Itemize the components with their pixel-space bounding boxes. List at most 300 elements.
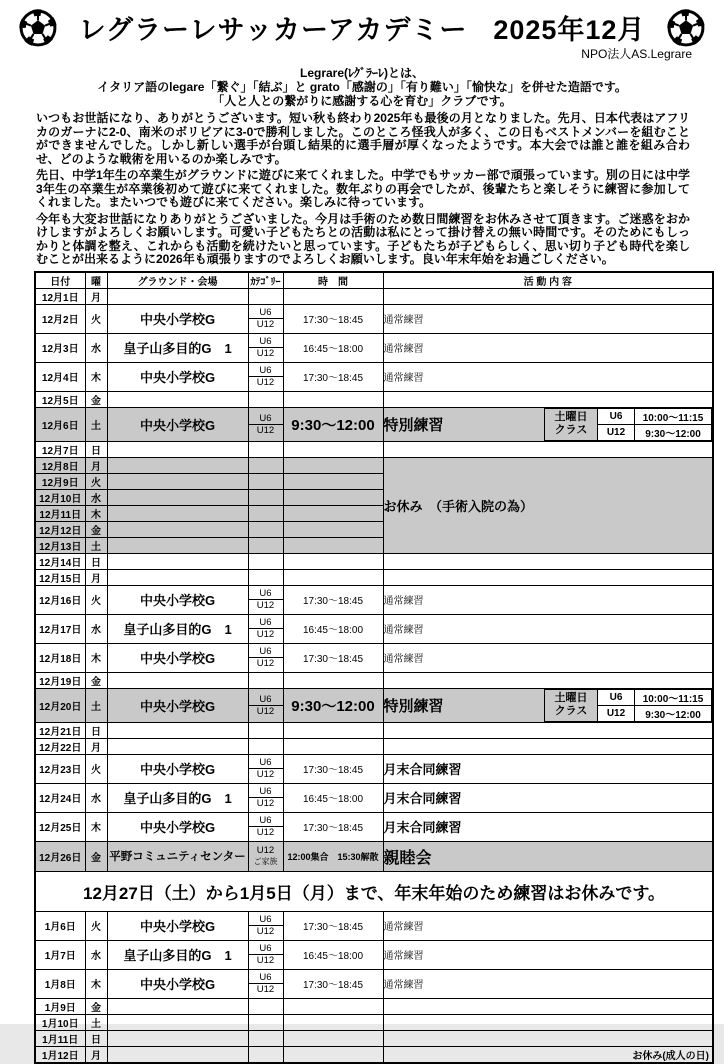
table-row	[35, 911, 713, 940]
cell-ground	[107, 441, 248, 457]
table-row	[35, 457, 713, 473]
cell-time	[283, 1046, 383, 1063]
cell-date: 12月5日	[35, 391, 85, 407]
cell-ground	[107, 1030, 248, 1046]
cell-time: 12:00集合 15:30解散	[283, 841, 383, 871]
cell-category	[248, 643, 283, 672]
saturday-time: 9:30～12:00	[635, 705, 712, 721]
table-row	[35, 688, 713, 722]
cell-ground	[107, 1046, 248, 1063]
cell-date: 12月20日	[35, 688, 85, 722]
cell-activity	[383, 304, 713, 333]
cell-time: 16:45～18:00	[283, 614, 383, 643]
category-label: U12	[256, 845, 275, 856]
cell-time	[283, 672, 383, 688]
cell-date: 12月14日	[35, 553, 85, 569]
table-row	[35, 783, 713, 812]
saturday-time: 10:00～11:15	[635, 689, 712, 705]
table-row	[35, 969, 713, 998]
cell-category	[248, 362, 283, 391]
cell-day: 土	[85, 537, 107, 553]
category-label: U12	[256, 798, 275, 809]
table-row	[35, 407, 713, 441]
cell-time: 9:30～12:00	[283, 407, 383, 441]
cell-date: 1月11日	[35, 1030, 85, 1046]
cell-date: 12月1日	[35, 288, 85, 304]
cell-day: 土	[85, 1014, 107, 1030]
cell-date: 12月10日	[35, 489, 85, 505]
cell-date: 12月19日	[35, 672, 85, 688]
category-label: U12	[256, 424, 275, 436]
activity-label: 通常練習	[383, 595, 424, 607]
activity-label: 月末合同練習	[383, 819, 462, 835]
cell-time	[283, 1030, 383, 1046]
table-row	[35, 722, 713, 738]
cell-day: 日	[85, 1030, 107, 1046]
club-description-line: イタリア語のlegare「繋ぐ」「結ぶ」と grato「感謝の」「有り難い」「愉快な」を併せた造語です。	[97, 80, 627, 94]
cell-ground	[107, 457, 248, 473]
category-label: U12	[256, 629, 275, 640]
table-row	[35, 553, 713, 569]
cell-activity: お休み(成人の日)	[383, 1046, 713, 1063]
cell-date: 12月13日	[35, 537, 85, 553]
cell-time	[283, 391, 383, 407]
saturday-category: U12	[598, 705, 635, 721]
cell-activity	[383, 672, 713, 688]
soccer-ball-icon	[19, 9, 57, 47]
category-label: U12	[256, 705, 275, 717]
cell-ground: 中央小学校G	[107, 911, 248, 940]
activity-label: 通常練習	[383, 921, 424, 933]
cell-activity	[383, 841, 713, 871]
category-label: U12	[256, 348, 275, 359]
activity-label: 特別練習	[383, 697, 444, 715]
cell-ground: 皇子山多目的G 1	[107, 783, 248, 812]
page-title-month: 2025年12月	[493, 15, 646, 45]
cell-category	[248, 457, 283, 473]
cell-ground: 中央小学校G	[107, 688, 248, 722]
greeting-paragraphs	[0, 108, 724, 267]
cell-time: 17:30～18:45	[283, 911, 383, 940]
column-header-time: 時 間	[283, 272, 383, 289]
cell-ground	[107, 391, 248, 407]
table-row	[35, 614, 713, 643]
table-row	[35, 998, 713, 1014]
cell-ground: 中央小学校G	[107, 754, 248, 783]
activity-label: 通常練習	[383, 372, 424, 384]
cell-time	[283, 1014, 383, 1030]
cell-time	[283, 738, 383, 754]
cell-time	[283, 722, 383, 738]
cell-category	[248, 722, 283, 738]
activity-label: 通常練習	[383, 624, 424, 636]
category-label: U6	[249, 694, 283, 706]
cell-time: 17:30～18:45	[283, 812, 383, 841]
cell-time	[283, 441, 383, 457]
activity-label: 特別練習	[383, 416, 444, 434]
soccer-ball-icon	[667, 9, 705, 47]
cell-time	[283, 457, 383, 473]
category-label: U6	[249, 914, 283, 926]
table-row	[35, 333, 713, 362]
cell-ground: 皇子山多目的G 1	[107, 940, 248, 969]
category-label: U6	[249, 972, 283, 984]
cell-date: 12月11日	[35, 505, 85, 521]
saturday-time: 9:30～12:00	[635, 424, 712, 440]
cell-activity	[383, 940, 713, 969]
cell-ground	[107, 288, 248, 304]
activity-label: 親睦会	[383, 849, 432, 867]
cell-activity	[383, 441, 713, 457]
cell-date: 12月4日	[35, 362, 85, 391]
activity-label: 通常練習	[383, 343, 424, 355]
cell-date: 12月21日	[35, 722, 85, 738]
cell-date: 12月2日	[35, 304, 85, 333]
cell-date: 12月23日	[35, 754, 85, 783]
cell-time: 9:30～12:00	[283, 688, 383, 722]
cell-activity	[383, 688, 713, 722]
table-row	[35, 569, 713, 585]
cell-day: 土	[85, 688, 107, 722]
category-label: U12	[256, 769, 275, 780]
cell-category	[248, 1014, 283, 1030]
cell-date: 1月6日	[35, 911, 85, 940]
cell-category	[248, 1046, 283, 1063]
cell-day: 月	[85, 1046, 107, 1063]
cell-activity	[383, 969, 713, 998]
cell-day: 火	[85, 754, 107, 783]
saturday-class-table	[544, 689, 712, 722]
cell-time	[283, 521, 383, 537]
cell-day: 水	[85, 783, 107, 812]
paragraph-year-end-thanks: 今年も大変お世話になりありがとうございました。今月は手術のため数日間練習をお休みさせて頂きます。ご迷惑をおかけしますがよろしくお願いします。可愛い子どもたちとの活動は私にとって掛け替えの無い時間です。そのためにもしっかりと体調を整え、これからも活動を続けたいと思っています。子どもたちが子どもらしく、思い切り子ども時代を楽しむことが出来るように2026年も頑張りますのでよろしくお願いします。良い年末年始をお過ごしください。	[36, 211, 690, 266]
table-row	[35, 940, 713, 969]
organization-name: NPO法人AS.Legrare	[581, 47, 692, 61]
column-header-category: ｶﾃｺﾞﾘｰ	[248, 272, 283, 289]
cell-day: 木	[85, 362, 107, 391]
category-label: U6	[249, 646, 283, 658]
cell-day: 火	[85, 304, 107, 333]
cell-date: 1月8日	[35, 969, 85, 998]
cell-day: 木	[85, 643, 107, 672]
cell-activity	[383, 722, 713, 738]
cell-date: 12月18日	[35, 643, 85, 672]
cell-category	[248, 754, 283, 783]
cell-day: 金	[85, 672, 107, 688]
saturday-class-table	[544, 408, 712, 441]
cell-date: 12月7日	[35, 441, 85, 457]
table-row	[35, 1030, 713, 1046]
category-label: U6	[249, 757, 283, 769]
cell-category	[248, 537, 283, 553]
cell-day: 月	[85, 569, 107, 585]
table-row	[35, 672, 713, 688]
cell-category	[248, 783, 283, 812]
cell-date: 1月7日	[35, 940, 85, 969]
cell-category	[248, 1030, 283, 1046]
cell-activity	[383, 1014, 713, 1030]
cell-date: 1月12日	[35, 1046, 85, 1063]
cell-ground	[107, 672, 248, 688]
cell-date: 12月24日	[35, 783, 85, 812]
cell-day: 火	[85, 911, 107, 940]
cell-ground: 中央小学校G	[107, 969, 248, 998]
table-row	[35, 362, 713, 391]
cell-time: 16:45～18:00	[283, 940, 383, 969]
cell-category	[248, 391, 283, 407]
cell-ground	[107, 998, 248, 1014]
activity-label: 通常練習	[383, 653, 424, 665]
paragraph-alumni-visit: 先日、中学1年生の卒業生がグラウンドに遊びに来てくれました。中学でもサッカー部で頑張っています。別の日には中学3年生の卒業生が卒業後初めて遊びに来てくれました。数年ぶりの再会でしたが、後輩たちと楽しそうに練習に参加してくれました。またいつでも遊びに来てください。楽しみに待っています。	[36, 168, 690, 209]
cell-ground	[107, 473, 248, 489]
category-label: U6	[249, 617, 283, 629]
table-row	[35, 841, 713, 871]
cell-activity	[383, 911, 713, 940]
cell-activity	[383, 333, 713, 362]
paragraph-season-greeting: いつもお世話になり、ありがとうございます。短い秋も終わり2025年も最後の月となりました。先月、日本代表はアフリカのガーナに2-0、南米のボリビアに3-0で勝利しました。このところ怪我人が多く、この日もベストメンバーを組むことができませんでした。しかし新しい選手が台頭し結果的に選手層が厚くなったようです。本大会では誰と誰を組み合わせ、どのような戦術を用いるのか楽しみです。	[36, 111, 690, 166]
cell-time	[283, 537, 383, 553]
cell-category	[248, 333, 283, 362]
cell-time	[283, 553, 383, 569]
cell-ground	[107, 569, 248, 585]
cell-ground	[107, 553, 248, 569]
cell-ground	[107, 505, 248, 521]
category-label: U6	[249, 815, 283, 827]
club-description-line: Legrare(ﾚｸﾞﾗｰﾚ)とは、	[299, 66, 424, 80]
cell-date: 12月26日	[35, 841, 85, 871]
cell-time: 17:30～18:45	[283, 754, 383, 783]
cell-ground: 皇子山多目的G 1	[107, 333, 248, 362]
column-header-day: 曜	[85, 272, 107, 289]
activity-label: 通常練習	[383, 979, 424, 991]
cell-day: 水	[85, 614, 107, 643]
category-label: U12	[256, 926, 275, 937]
cell-ground: 中央小学校G	[107, 585, 248, 614]
cell-activity	[383, 783, 713, 812]
cell-category	[248, 304, 283, 333]
page-title-name: レグラーレサッカーアカデミー	[78, 15, 468, 45]
table-row	[35, 391, 713, 407]
cell-date: 1月10日	[35, 1014, 85, 1030]
category-label: ご家族	[253, 857, 278, 866]
cell-day: 金	[85, 841, 107, 871]
cell-ground: 中央小学校G	[107, 362, 248, 391]
category-label: U12	[256, 955, 275, 966]
holiday-banner: 12月27日（土）から1月5日（月）まで、年末年始のため練習はお休みです。	[35, 871, 713, 911]
table-row	[35, 441, 713, 457]
activity-label: 通常練習	[383, 314, 424, 326]
cell-date: 12月6日	[35, 407, 85, 441]
cell-activity	[383, 643, 713, 672]
cell-day: 水	[85, 333, 107, 362]
cell-category	[248, 505, 283, 521]
cell-time: 16:45～18:00	[283, 783, 383, 812]
cell-time: 17:30～18:45	[283, 969, 383, 998]
table-row	[35, 812, 713, 841]
cell-day: 火	[85, 585, 107, 614]
cell-category	[248, 812, 283, 841]
cell-day: 月	[85, 457, 107, 473]
cell-ground: 平野コミュニティセンター	[107, 841, 248, 871]
cell-ground	[107, 537, 248, 553]
cell-time	[283, 288, 383, 304]
cell-date: 12月16日	[35, 585, 85, 614]
cell-time	[283, 569, 383, 585]
page-title	[79, 8, 646, 47]
cell-activity	[383, 812, 713, 841]
cell-category	[248, 489, 283, 505]
schedule-body	[35, 288, 713, 1063]
cell-category	[248, 688, 283, 722]
cell-time	[283, 473, 383, 489]
cell-ground: 中央小学校G	[107, 304, 248, 333]
cell-day: 土	[85, 407, 107, 441]
cell-activity	[383, 738, 713, 754]
schedule-header-row	[35, 272, 713, 289]
cell-day: 金	[85, 998, 107, 1014]
cell-date: 12月12日	[35, 521, 85, 537]
cell-day: 木	[85, 812, 107, 841]
cell-time: 17:30～18:45	[283, 585, 383, 614]
category-label: U6	[249, 365, 283, 377]
cell-category	[248, 911, 283, 940]
cell-activity	[383, 754, 713, 783]
saturday-category: U6	[598, 689, 635, 705]
cell-activity	[383, 569, 713, 585]
banner-row	[35, 871, 713, 911]
category-label: U6	[249, 943, 283, 955]
cell-activity	[383, 998, 713, 1014]
cell-category	[248, 569, 283, 585]
category-label: U6	[249, 336, 283, 348]
cell-ground	[107, 738, 248, 754]
cell-day: 金	[85, 521, 107, 537]
cell-day: 日	[85, 553, 107, 569]
category-label: U12	[256, 984, 275, 995]
table-row	[35, 1014, 713, 1030]
cell-date: 1月9日	[35, 998, 85, 1014]
cell-day: 水	[85, 489, 107, 505]
table-row	[35, 754, 713, 783]
cell-time: 17:30～18:45	[283, 304, 383, 333]
category-label: U12	[256, 377, 275, 388]
cell-activity	[383, 407, 713, 441]
cell-day: 金	[85, 391, 107, 407]
schedule-table	[34, 271, 714, 1064]
category-label: U6	[249, 588, 283, 600]
table-row	[35, 585, 713, 614]
cell-day: 火	[85, 473, 107, 489]
cell-category	[248, 521, 283, 537]
category-label: U12	[256, 600, 275, 611]
category-label: U6	[249, 413, 283, 425]
cell-date: 12月17日	[35, 614, 85, 643]
activity-label: 月末合同練習	[383, 761, 462, 777]
cell-date: 12月22日	[35, 738, 85, 754]
activity-label: 通常練習	[383, 950, 424, 962]
cell-ground	[107, 722, 248, 738]
cell-day: 木	[85, 505, 107, 521]
cell-category	[248, 614, 283, 643]
cell-ground: 皇子山多目的G 1	[107, 614, 248, 643]
cell-activity	[383, 1030, 713, 1046]
cell-day: 木	[85, 969, 107, 998]
cell-category	[248, 738, 283, 754]
cell-time: 17:30～18:45	[283, 362, 383, 391]
cell-date: 12月25日	[35, 812, 85, 841]
club-description	[0, 66, 724, 108]
table-row	[35, 288, 713, 304]
club-description-line: 「人と人との繋がりに感謝する心を育む」クラブです。	[212, 94, 512, 108]
cell-time: 16:45～18:00	[283, 333, 383, 362]
saturday-time: 10:00～11:15	[635, 408, 712, 424]
cell-category	[248, 585, 283, 614]
cell-category	[248, 841, 283, 871]
saturday-category: U12	[598, 424, 635, 440]
cell-activity-closed: お休み （手術入院の為）	[383, 457, 713, 553]
cell-activity	[383, 362, 713, 391]
cell-activity	[383, 288, 713, 304]
cell-ground	[107, 521, 248, 537]
cell-activity	[383, 585, 713, 614]
cell-time	[283, 489, 383, 505]
column-header-ground: グラウンド・会場	[107, 272, 248, 289]
column-header-activity: 活 動 内 容	[383, 272, 713, 289]
category-label: U12	[256, 658, 275, 669]
saturday-category: U6	[598, 408, 635, 424]
table-row	[35, 643, 713, 672]
cell-category	[248, 288, 283, 304]
table-row	[35, 738, 713, 754]
cell-day: 月	[85, 288, 107, 304]
cell-activity	[383, 553, 713, 569]
cell-ground	[107, 489, 248, 505]
cell-date: 12月9日	[35, 473, 85, 489]
cell-day: 水	[85, 940, 107, 969]
cell-activity	[383, 614, 713, 643]
saturday-class-label: 土曜日 クラス	[545, 408, 598, 440]
category-label: U6	[249, 307, 283, 319]
category-label: U12	[256, 319, 275, 330]
cell-category	[248, 473, 283, 489]
category-label: U12	[256, 827, 275, 838]
saturday-class-label: 土曜日 クラス	[545, 689, 598, 721]
cell-time	[283, 998, 383, 1014]
cell-category	[248, 407, 283, 441]
cell-time: 17:30～18:45	[283, 643, 383, 672]
cell-ground: 中央小学校G	[107, 643, 248, 672]
cell-category	[248, 672, 283, 688]
category-label: U6	[249, 786, 283, 798]
cell-time	[283, 505, 383, 521]
cell-date: 12月15日	[35, 569, 85, 585]
cell-ground: 中央小学校G	[107, 407, 248, 441]
cell-day: 日	[85, 441, 107, 457]
cell-date: 12月3日	[35, 333, 85, 362]
activity-label: 月末合同練習	[383, 790, 462, 806]
column-header-date: 日付	[35, 272, 85, 289]
cell-ground	[107, 1014, 248, 1030]
cell-date: 12月8日	[35, 457, 85, 473]
cell-ground: 中央小学校G	[107, 812, 248, 841]
cell-day: 日	[85, 722, 107, 738]
cell-activity	[383, 391, 713, 407]
table-row	[35, 1046, 713, 1063]
table-row	[35, 304, 713, 333]
cell-category	[248, 441, 283, 457]
cell-day: 月	[85, 738, 107, 754]
cell-category	[248, 553, 283, 569]
